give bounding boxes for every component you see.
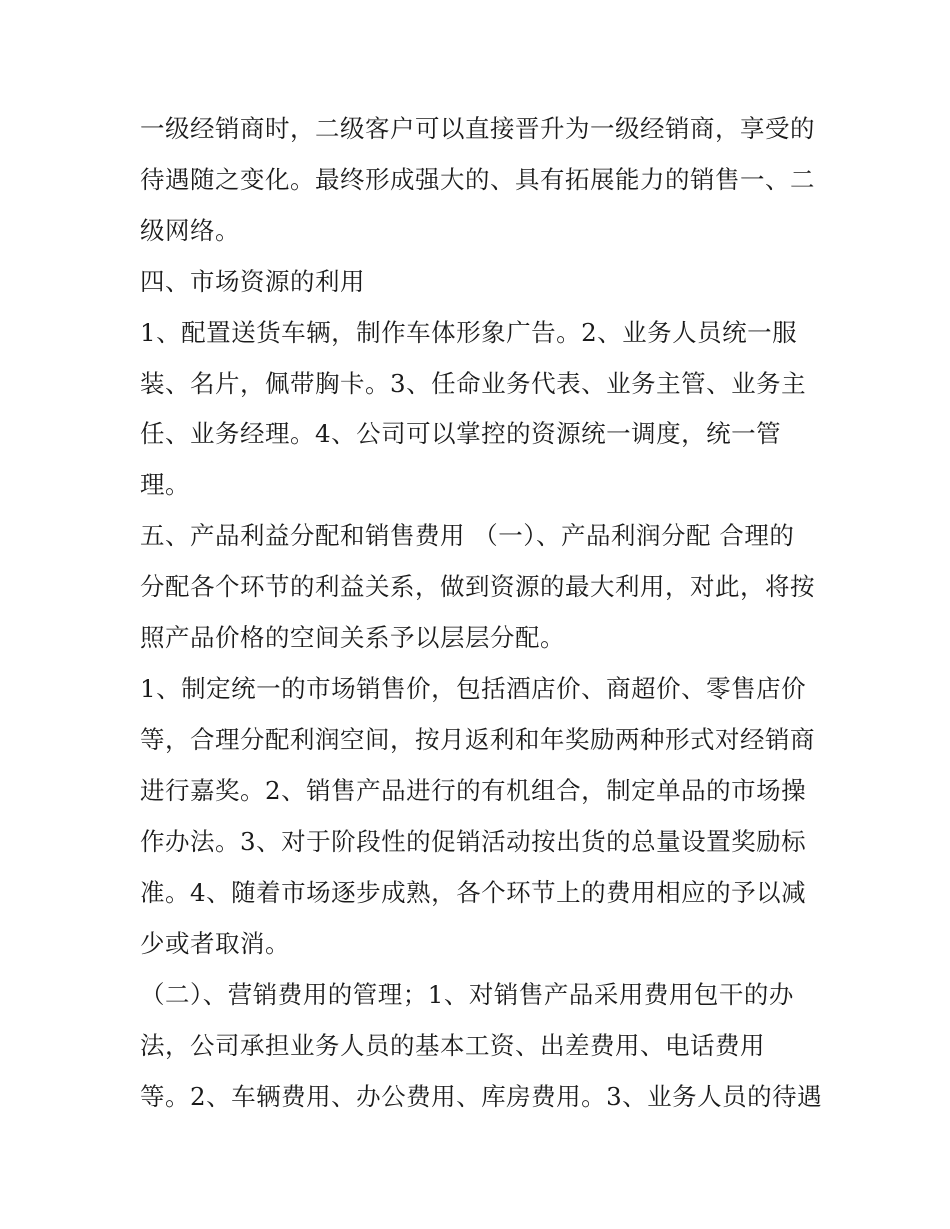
text-line: 理。 (140, 470, 190, 499)
text-line: 作办法。3、对于阶段性的促销活动按出货的总量设置奖励标 (140, 827, 807, 856)
text-line: 任、业务经理。4、公司可以掌控的资源统一调度，统一管 (140, 419, 782, 448)
text-line: 分配各个环节的利益关系，做到资源的最大利用，对此，将按 (140, 572, 815, 601)
text-line: 装、名片，佩带胸卡。3、任命业务代表、业务主管、业务主 (140, 369, 807, 398)
text-line: 1、制定统一的市场销售价，包括酒店价、商超价、零售店价 (140, 674, 807, 703)
text-line: 级网络。 (140, 216, 240, 245)
section-heading: 四、市场资源的利用 (140, 267, 365, 296)
text-line: 1、配置送货车辆，制作车体形象广告。2、业务人员统一服 (140, 318, 798, 347)
section-heading: 五、产品利益分配和销售费用 （一）、产品利润分配 合理的 (140, 521, 795, 550)
text-line: 法，公司承担业务人员的基本工资、出差费用、电话费用 (140, 1031, 765, 1060)
text-line: （二）、营销费用的管理；1、对销售产品采用费用包干的办 (140, 980, 794, 1009)
text-line: 少或者取消。 (140, 929, 290, 958)
text-line: 待遇随之变化。最终形成强大的、具有拓展能力的销售一、二 (140, 165, 815, 194)
text-line: 进行嘉奖。2、销售产品进行的有机组合，制定单品的市场操 (140, 776, 807, 805)
text-line: 一级经销商时，二级客户可以直接晋升为一级经销商，享受的 (140, 114, 815, 143)
text-line: 照产品价格的空间关系予以层层分配。 (140, 623, 565, 652)
text-line: 等。2、车辆费用、办公费用、库房费用。3、业务人员的待遇 (140, 1082, 823, 1111)
text-line: 等，合理分配利润空间，按月返利和年奖励两种形式对经销商 (140, 725, 815, 754)
text-line: 准。4、随着市场逐步成熟，各个环节上的费用相应的予以减 (140, 878, 807, 907)
